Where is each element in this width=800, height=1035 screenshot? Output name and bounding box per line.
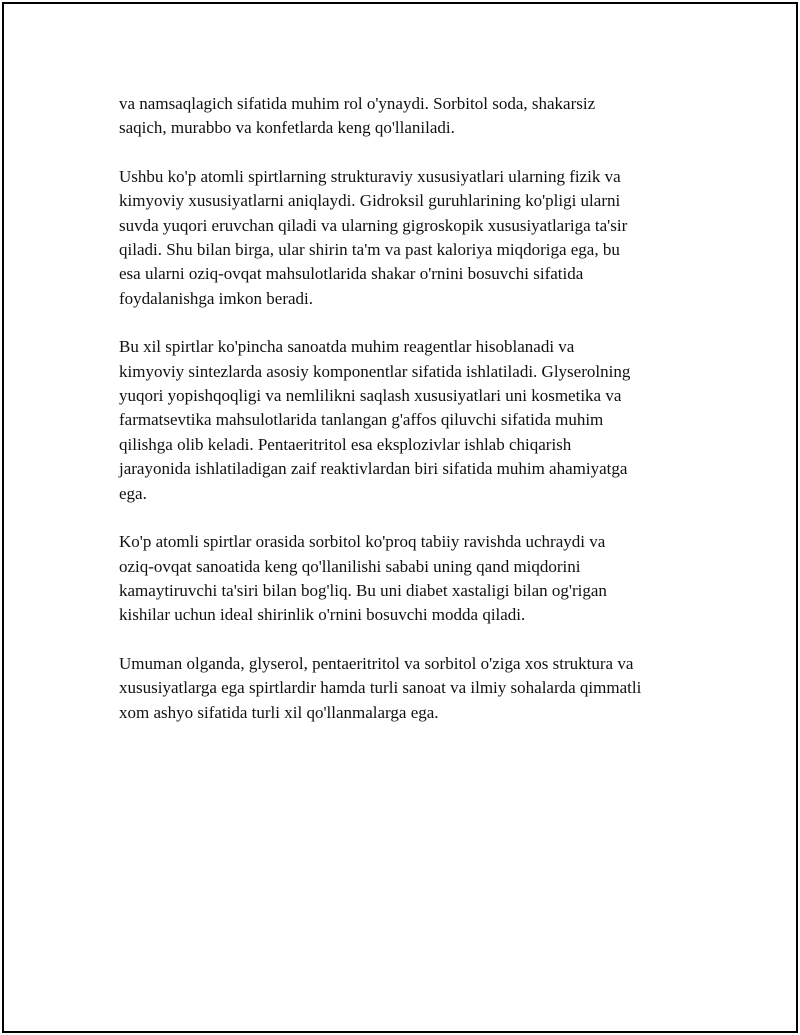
page-frame <box>2 2 798 1033</box>
paragraph-4: Ko'p atomli spirtlar orasida sorbitol ko'proq tabiiy ravishda uchraydi va oziq-ovqat sanoatida keng qo'llanilishi sababi uning qand miqdorini kamaytiruvchi ta'siri bilan bog'liq. Bu uni diabet xastaligi bilan og'rigan kishilar uchun ideal shirinlik o'rnini bosuvchi modda qiladi. <box>119 532 607 625</box>
paragraph-2: Ushbu ko'p atomli spirtlarning strukturaviy xususiyatlari ularning fizik va kimyoviy xususiyatlarni aniqlaydi. Gidroksil guruhlarining ko'pligi ularni suvda yuqori eruvchan qiladi va ularning gigroskopik xususiyatlariga ta'sir qiladi. Shu bilan birga, ular shirin ta'm va past kaloriya miqdoriga ega, bu esa ularni oziq-ovqat mahsulotlarida shakar o'rnini bosuvchi sifatida foydalanishga imkon beradi. <box>119 166 628 308</box>
paragraph-5: Umuman olganda, glyserol, pentaeritritol va sorbitol o'ziga xos struktura va xususiyatlarga ega spirtlardir hamda turli sanoat va ilmiy sohalarda qimmatli xom ashyo sifatida turli xil qo'llanmalarga ega. <box>119 653 642 722</box>
paragraph-1: va namsaqlagich sifatida muhim rol o'ynaydi. Sorbitol soda, shakarsiz saqich, murabbo va konfetlarda keng qo'llaniladi. <box>119 94 596 138</box>
page-content <box>119 92 699 749</box>
paragraph-3: Bu xil spirtlar ko'pincha sanoatda muhim reagentlar hisoblanadi va kimyoviy sintezlarda asosiy komponentlar sifatida ishlatiladi. Glyserolning yuqori yopishqoqligi va nemlilikni saqlash xususiyatlari uni kosmetika va farmatsevtika mahsulotlarida tanlangan g'affos qiluvchi sifatida muhim qilishga olib keladi. Pentaeritritol esa eksplozivlar ishlab chiqarish jarayonida ishlatiladigan zaif reaktivlardan biri sifatida muhim ahamiyatga ega. <box>119 337 631 503</box>
